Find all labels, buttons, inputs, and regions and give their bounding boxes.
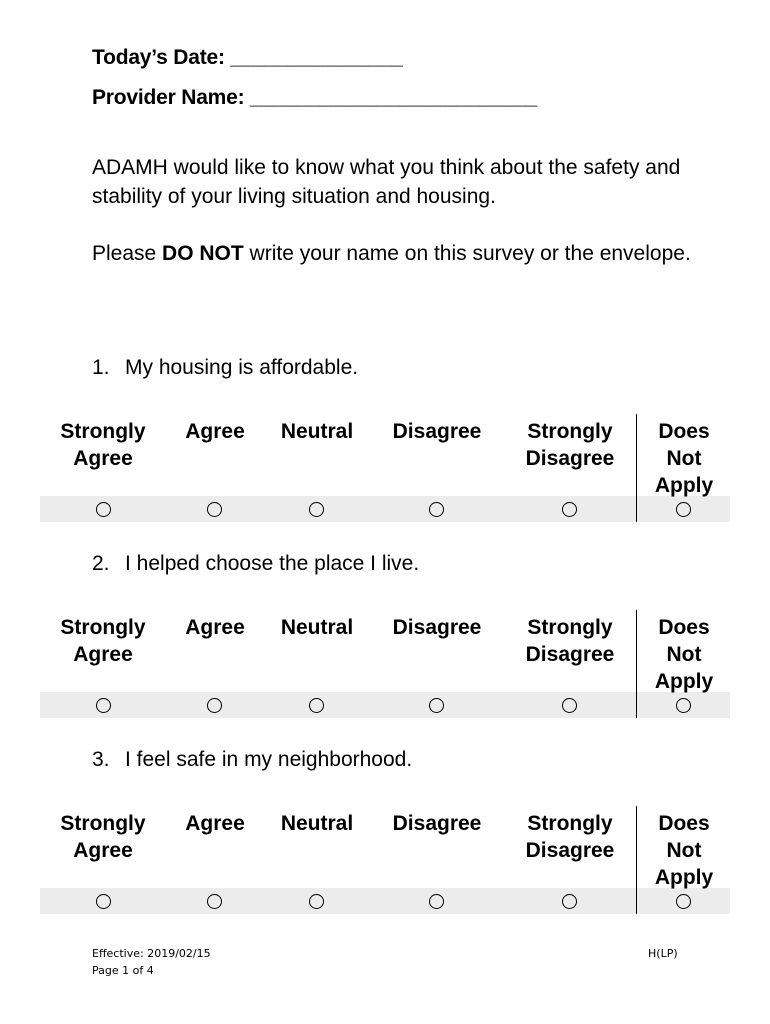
instruction-paragraph [92,239,692,268]
label-neutral: Neutral [280,420,354,443]
question-3 [92,748,412,772]
label-neutral: Neutral [280,812,354,835]
radio-strongly-agree[interactable] [96,698,111,713]
label-does-not-apply: Does Not Apply [654,420,714,497]
effective-date: Effective: 2019/02/15 [92,947,211,960]
label-disagree: Disagree [392,812,482,835]
label-agree: Agree [185,812,245,835]
label-disagree: Disagree [392,616,482,639]
rating-scale-question-3 [40,806,730,916]
todays-date-field: Today’s Date: _______________ [92,46,403,69]
question-text: I helped choose the place I live. [125,552,420,575]
label-neutral: Neutral [280,616,354,639]
radio-does-not-apply[interactable] [676,894,691,909]
scale-divider [636,610,637,718]
question-text: My housing is affordable. [125,356,359,379]
label-agree: Agree [185,616,245,639]
provider-name-field: Provider Name: _________________________ [92,86,538,109]
radio-strongly-disagree[interactable] [562,894,577,909]
question-1 [92,356,358,380]
radio-agree[interactable] [207,698,222,713]
label-does-not-apply: Does Not Apply [654,812,714,889]
response-band [40,692,730,718]
label-strongly-disagree: Strongly Disagree [525,812,615,862]
form-code: H(LP) [648,947,678,960]
radio-disagree[interactable] [429,502,444,517]
radio-neutral[interactable] [309,502,324,517]
label-does-not-apply: Does Not Apply [654,616,714,693]
intro-paragraph: ADAMH would like to know what you think about the safety and stability of your living situation and housing. [92,156,681,208]
radio-strongly-disagree[interactable] [562,698,577,713]
radio-neutral[interactable] [309,698,324,713]
radio-does-not-apply[interactable] [676,502,691,517]
label-strongly-agree: Strongly Agree [60,616,146,666]
scale-divider [636,806,637,914]
question-number: 1. [92,356,110,379]
instruction-suffix: write your name on this survey or the envelope. [243,242,691,265]
scale-divider [636,414,637,522]
footer-left [92,945,211,979]
radio-disagree[interactable] [429,894,444,909]
response-band [40,888,730,914]
instruction-prefix: Please [92,242,163,265]
response-band [40,496,730,522]
radio-strongly-agree[interactable] [96,502,111,517]
rating-scale-question-1 [40,414,730,524]
radio-neutral[interactable] [309,894,324,909]
label-agree: Agree [185,420,245,443]
radio-agree[interactable] [207,502,222,517]
radio-strongly-agree[interactable] [96,894,111,909]
instruction-emphasis: DO NOT [162,242,244,265]
page-number: Page 1 of 4 [92,964,154,977]
radio-does-not-apply[interactable] [676,698,691,713]
label-disagree: Disagree [392,420,482,443]
radio-disagree[interactable] [429,698,444,713]
label-strongly-disagree: Strongly Disagree [525,420,615,470]
label-strongly-agree: Strongly Agree [60,812,146,862]
radio-strongly-disagree[interactable] [562,502,577,517]
radio-agree[interactable] [207,894,222,909]
question-2 [92,552,419,576]
label-strongly-disagree: Strongly Disagree [525,616,615,666]
label-strongly-agree: Strongly Agree [60,420,146,470]
question-number: 2. [92,552,110,575]
rating-scale-question-2 [40,610,730,720]
question-text: I feel safe in my neighborhood. [125,748,413,771]
question-number: 3. [92,748,110,771]
